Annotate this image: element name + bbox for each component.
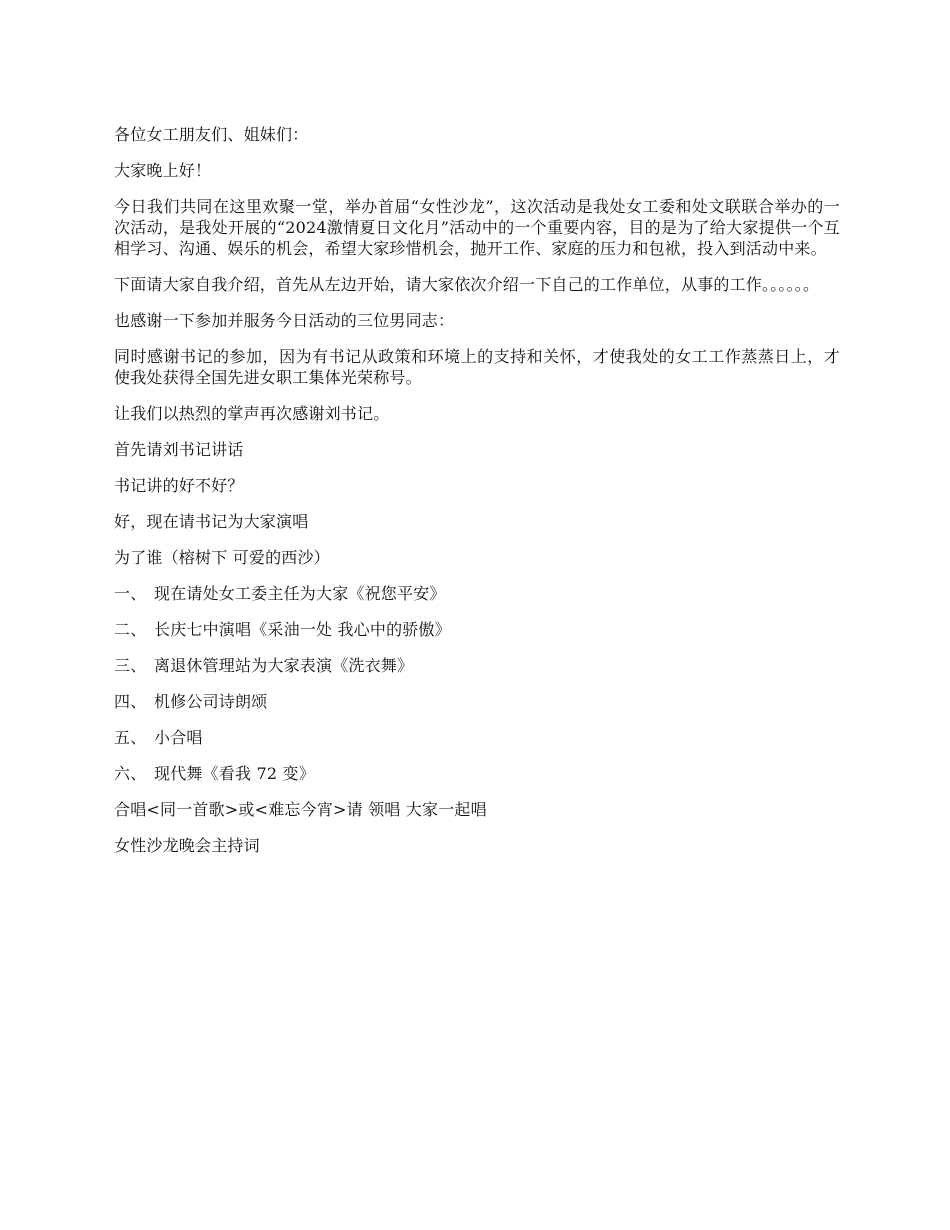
program-item — [114, 691, 840, 712]
applause-paragraph: 让我们以热烈的掌声再次感谢刘书记。 — [114, 404, 390, 423]
salutation: 各位女工朋友们、姐妹们： — [114, 125, 309, 144]
program-item-text: 现代舞《看我 72 变》 — [154, 764, 315, 783]
question-line: 书记讲的好不好？ — [114, 476, 244, 495]
sing-request-line: 好，现在请书记为大家演唱 — [114, 512, 309, 531]
intro-paragraph: 今日我们共同在这里欢聚一堂，举办首届“女性沙龙”，这次活动是我处女工委和处文联联合举办的一次活动，是我处开展的“2024激情夏日文化月”活动中的一个重要内容，目的是为了给大家提供一个互相学习、沟通、娱乐的机会，希望大家珍惜机会，抛开工作、家庭的压力和包袱，投入到活动中来。 — [114, 197, 840, 258]
thanks-men-paragraph: 也感谢一下参加并服务今日活动的三位男同志： — [114, 311, 455, 330]
program-item — [114, 763, 840, 784]
greeting: 大家晚上好！ — [114, 161, 212, 180]
program-item — [114, 619, 840, 640]
chorus-line: 合唱<同一首歌>或<难忘今宵>请 领唱 大家一起唱 — [114, 800, 487, 819]
thanks-secretary-paragraph: 同时感谢书记的参加，因为有书记从政策和环境上的支持和关怀，才使我处的女工工作蒸蒸日上，才使我处获得全国先进女职工集体光荣称号。 — [114, 347, 840, 387]
program-list — [114, 583, 840, 784]
program-item-text: 机修公司诗朗颂 — [154, 692, 268, 711]
program-item-number: 二、 — [114, 620, 147, 639]
program-item-number: 四、 — [114, 692, 147, 711]
program-item-text: 离退休管理站为大家表演《洗衣舞》 — [154, 656, 414, 675]
speech-line: 首先请刘书记讲话 — [114, 440, 244, 459]
program-item-text: 现在请处女工委主任为大家《祝您平安》 — [154, 584, 446, 603]
program-item-text: 长庆七中演唱《采油一处 我心中的骄傲》 — [154, 620, 451, 639]
self-introduction-paragraph: 下面请大家自我介绍，首先从左边开始，请大家依次介绍一下自己的工作单位，从事的工作。。。。。。 — [114, 275, 820, 294]
program-item-number: 六、 — [114, 764, 147, 783]
document-title-line: 女性沙龙晚会主持词 — [114, 836, 260, 855]
document-page — [114, 124, 840, 871]
program-item — [114, 655, 840, 676]
program-item-number: 五、 — [114, 728, 147, 747]
song-title-line: 为了谁（榕树下 可爱的西沙） — [114, 548, 330, 567]
program-item-number: 三、 — [114, 656, 147, 675]
program-item-number: 一、 — [114, 584, 147, 603]
program-item-text: 小合唱 — [154, 728, 203, 747]
program-item — [114, 727, 840, 748]
program-item — [114, 583, 840, 604]
